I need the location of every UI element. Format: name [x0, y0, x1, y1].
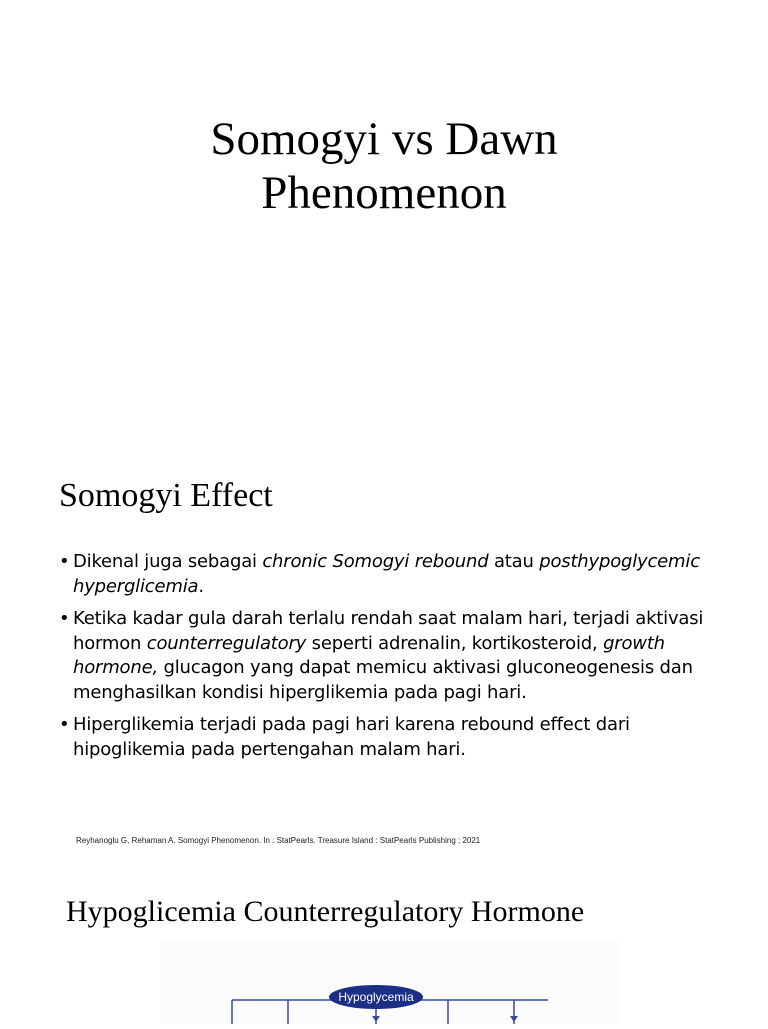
bullet-text: .	[198, 575, 204, 597]
arrow-head-icon	[510, 1016, 518, 1022]
section-heading-counterregulatory: Hypoglicemia Counterregulatory Hormone	[66, 895, 585, 928]
slide-title-line-1: Somogyi vs Dawn	[210, 113, 558, 165]
bullet-text: glucagon yang dapat memicu aktivasi gluconeogenesis dan menghasilkan kondisi hiperglikemia pada pagi hari.	[73, 657, 693, 703]
bullet-dot: •	[59, 551, 70, 572]
slide-title	[0, 112, 768, 220]
bullet-text-italic: posthypoglycemic hyperglicemia	[73, 551, 700, 597]
bullet-item	[59, 607, 719, 705]
bullet-text: Dikenal juga sebagai	[73, 551, 263, 572]
bullet-text: atau	[488, 551, 540, 572]
bullet-dot: •	[59, 608, 70, 629]
bullet-item	[59, 550, 719, 599]
bullet-item	[59, 713, 719, 762]
bullet-text-italic: chronic Somogyi rebound	[262, 551, 489, 572]
bullet-text-italic: growth hormone,	[73, 632, 665, 678]
hormone-diagram	[160, 940, 620, 1024]
bullet-dot: •	[59, 714, 70, 735]
slide-title-line-2: Phenomenon	[261, 167, 507, 219]
bullet-list	[59, 550, 719, 770]
citation-reference: Reyhanoglu G, Rehaman A. Somogyi Phenomenon. In : StatPearls. Treasure Island : StatPearls Publishing ; 2021	[76, 836, 481, 845]
bullet-text: Hiperglikemia terjadi pada pagi hari karena rebound effect dari hipoglikemia pada pertengahan malam hari.	[73, 714, 630, 760]
section-heading-somogyi-effect: Somogyi Effect	[59, 477, 273, 514]
diagram-root-label: Hypoglycemia	[338, 990, 414, 1004]
diagram-svg	[160, 940, 620, 1024]
bullet-text: Ketika kadar gula darah terlalu rendah saat malam hari, terjadi aktivasi hormon	[73, 608, 704, 654]
slide-1	[0, 0, 768, 440]
bullet-text-italic: counterregulatory	[146, 632, 307, 654]
bullet-text: seperti adrenalin, kortikosteroid,	[306, 632, 604, 654]
arrow-head-icon	[372, 1016, 380, 1022]
